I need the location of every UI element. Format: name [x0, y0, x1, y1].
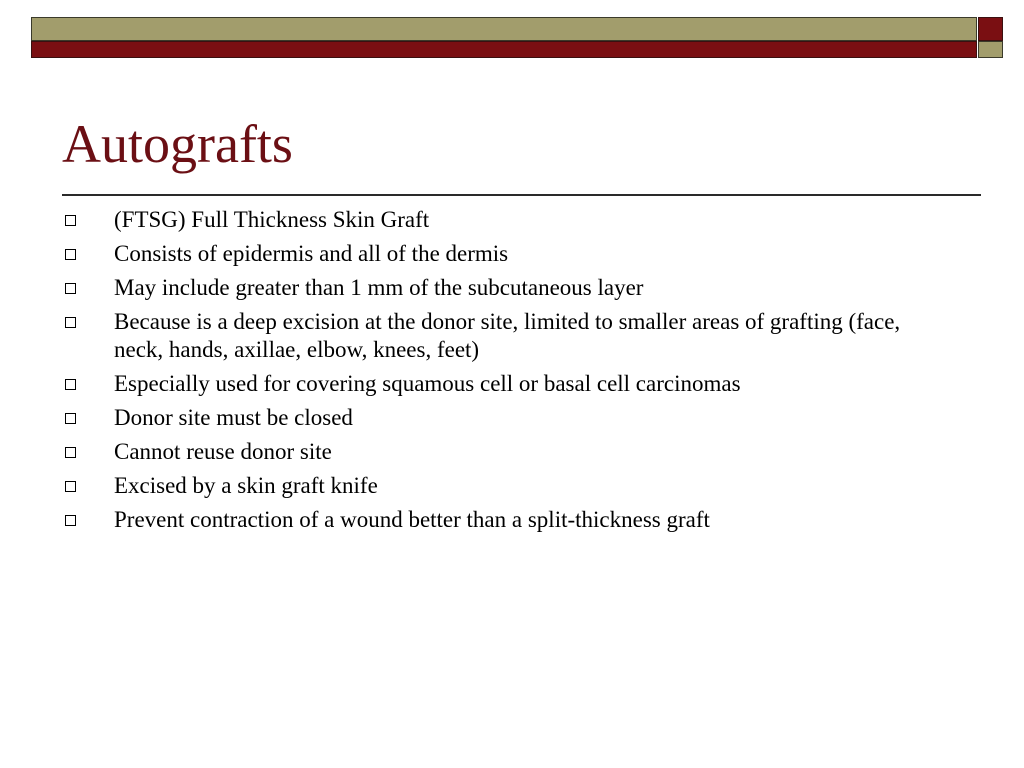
bullet-item [0, 370, 1024, 398]
hollow-square-bullet-icon [65, 215, 76, 226]
bullet-item [0, 506, 1024, 534]
bullet-item [0, 404, 1024, 432]
bullet-item [0, 274, 1024, 302]
bullet-text: Cannot reuse donor site [114, 439, 332, 464]
bullet-text: Because is a deep excision at the donor site, limited to smaller areas of grafting (face, neck, hands, axillae, elbow, knees, feet) [114, 309, 901, 362]
bullet-text: Consists of epidermis and all of the dermis [114, 241, 509, 266]
bullet-text: May include greater than 1 mm of the subcutaneous layer [114, 275, 644, 300]
bullet-text: (FTSG) Full Thickness Skin Graft [114, 207, 430, 232]
bullet-text: Especially used for covering squamous cell or basal cell carcinomas [114, 371, 741, 396]
hollow-square-bullet-icon [65, 515, 76, 526]
hollow-square-bullet-icon [65, 379, 76, 390]
hollow-square-bullet-icon [65, 317, 76, 328]
title-divider [62, 194, 981, 196]
header-maroon-square [978, 17, 1003, 41]
bullet-item [0, 206, 1024, 234]
bullet-item [0, 438, 1024, 466]
bullet-item [0, 472, 1024, 500]
bullet-list [0, 206, 1024, 540]
hollow-square-bullet-icon [65, 283, 76, 294]
bullet-text: Excised by a skin graft knife [114, 473, 378, 498]
hollow-square-bullet-icon [65, 413, 76, 424]
bullet-item [0, 308, 1024, 364]
bullet-text: Prevent contraction of a wound better than a split-thickness graft [114, 507, 710, 532]
bullet-item [0, 240, 1024, 268]
hollow-square-bullet-icon [65, 447, 76, 458]
hollow-square-bullet-icon [65, 249, 76, 260]
slide-title: Autografts [62, 114, 293, 174]
header-olive-square [978, 41, 1003, 58]
header-olive-band [31, 17, 977, 41]
hollow-square-bullet-icon [65, 481, 76, 492]
bullet-text: Donor site must be closed [114, 405, 353, 430]
header-maroon-band [31, 41, 977, 58]
